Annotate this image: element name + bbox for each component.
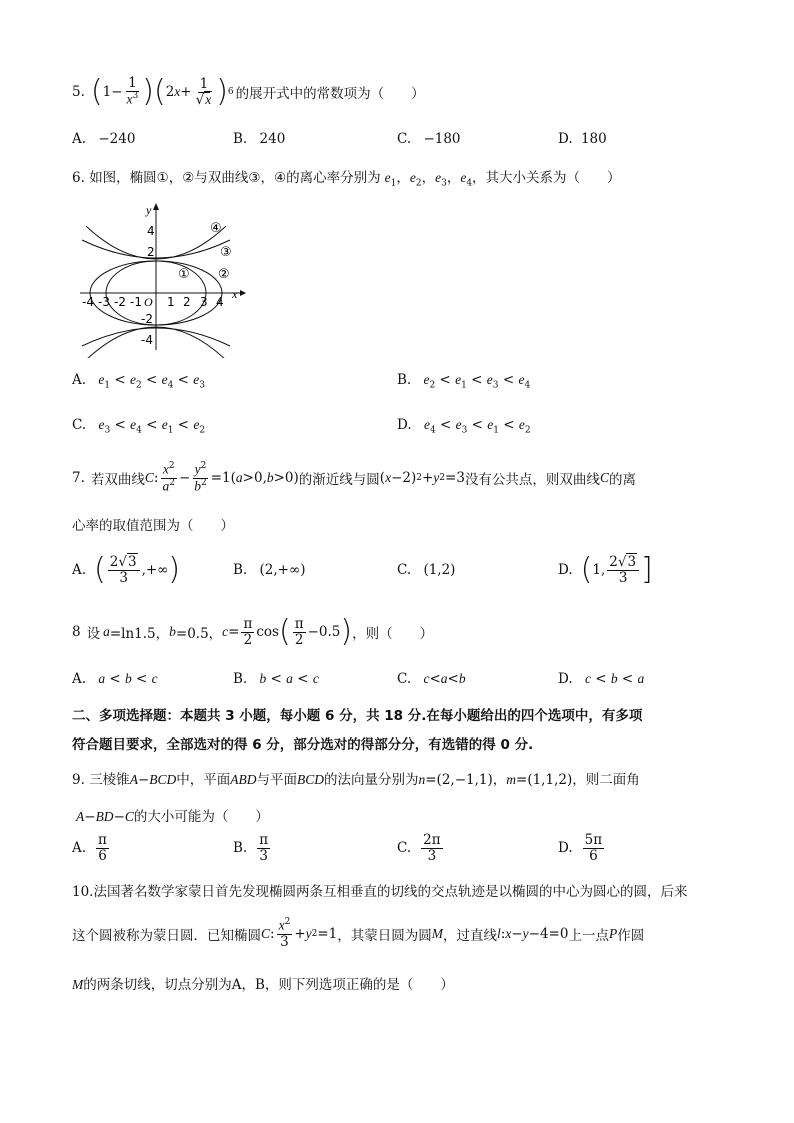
y-tick-label: 4 xyxy=(147,224,155,238)
q9-option-c: C. $\frac{2\pi}{3}$ xyxy=(397,832,441,864)
x-tick-label: 1 xyxy=(167,295,175,309)
q9-option-d: D. $\frac{5\pi}{6}$ xyxy=(558,832,603,864)
q6-stem: 6. 如图，椭圆①，②与双曲线③，④的离心率分别为 $e_1$，$e_2$，$e_3$，$e_4$，其大小关系为（ ） xyxy=(72,170,621,189)
q7-stem-line2: 心率的取值范围为（ ） xyxy=(72,518,234,534)
x-tick-label: -4 xyxy=(82,295,94,309)
q5-stem: 5. ( 1− $\frac{1}{x^3}$ ) ( 2x+ $\frac{1}{√x}$ ) 6 的展开式中的常数项为（ ） xyxy=(72,74,425,109)
q6-figure xyxy=(70,198,250,358)
q5-option-c: C. −180 xyxy=(397,131,461,147)
q8-option-a: A. a < b < c xyxy=(72,671,158,687)
q9-stem-line1: 9. 三棱锥A−BCD中，平面ABD与平面BCD的法向量分别为n=(2,−1,1)，m=(1,1,2)，则二面角 xyxy=(72,772,640,788)
q5-option-b: B. 240 xyxy=(233,131,286,147)
q7-option-a: A. ( $\frac{2√3}{3}$ ,+∞ ) xyxy=(72,552,181,587)
q5-frac-2: $\frac{1}{√x}$ xyxy=(195,75,212,108)
q8-option-d: D. c < b < a xyxy=(558,671,645,687)
origin-label: O xyxy=(144,295,153,309)
q8-stem: 8 设 a =ln1.5， b =0.5， c = $\frac{\pi}{2}$ cos ( $\frac{\pi}{2}$ −0.5 ) ，则（ ） xyxy=(72,614,434,649)
q5-frac-1: $\frac{1}{x^3}$ xyxy=(126,75,139,107)
q10-stem-line3: M的两条切线，切点分别为A，B，则下列选项正确的是（ ） xyxy=(72,977,454,993)
y-tick-label: -2 xyxy=(141,312,153,326)
q5-number: 5. xyxy=(72,84,85,100)
q5-option-d: D. 180 xyxy=(558,131,607,147)
q6-option-b: B. $e_2 < e_1 < e_3 < e_4$ xyxy=(397,372,531,391)
curve-label-1: ① xyxy=(178,267,190,282)
q6-option-c: C. $e_3 < e_4 < e_1 < e_2$ xyxy=(72,417,206,436)
q10-stem-line1: 10.法国著名数学家蒙日首先发现椭圆两条互相垂直的切线的交点轨迹是以椭圆的中心为圆心的圆，后来 xyxy=(72,884,688,900)
q5-tail: 的展开式中的常数项为（ ） xyxy=(235,86,425,102)
q8-option-b: B. b < a < c xyxy=(233,671,319,687)
q7-option-b: B. (2,+∞) xyxy=(233,562,306,578)
x-tick-label: 4 xyxy=(216,295,224,309)
y-tick-label: -4 xyxy=(141,333,153,347)
x-axis-label: x xyxy=(232,287,238,301)
q7-stem-line1: 7. 若双曲线 C : $\frac{x^2}{a^2}$ − $\frac{y^2}{b^2}$ =1( a >0, b >0) 的渐近线与圆 ( x −2) 2 + y 2 =3 没有公共点，则双曲线 C 的离 xyxy=(72,461,636,493)
q9-stem-line2: A−BD−C的大小可能为（ ） xyxy=(76,809,269,825)
x-axis-arrow xyxy=(240,290,246,296)
q10-stem-line2: 这个圆被称为蒙日圆．已知椭圆 C : $\frac{x^2}{3}$ + y 2 =1 ，其蒙日圆为圆 M ，过直线 l : x − y −4=0 上一点 P 作圆 xyxy=(72,917,645,950)
curve-label-4: ④ xyxy=(210,221,222,236)
q9-option-a: A. $\frac{\pi}{6}$ xyxy=(72,832,107,864)
q6-option-a: A. $e_1 < e_2 < e_4 < e_3$ xyxy=(72,372,205,391)
x-tick-label: -3 xyxy=(98,295,110,309)
y-tick-label: 2 xyxy=(147,245,155,259)
section2-heading-line2: 符合题目要求，全部选对的得 6 分，部分选对的得部分分，有选错的得 0 分. xyxy=(72,737,534,753)
y-axis-arrow xyxy=(153,203,159,210)
q9-option-b: B. $\frac{\pi}{3}$ xyxy=(233,832,269,864)
q8-option-c: C. c<a<b xyxy=(397,671,466,687)
y-axis-label: y xyxy=(146,203,152,217)
curve-label-2: ② xyxy=(218,267,230,282)
x-tick-label: -1 xyxy=(130,295,142,309)
x-tick-label: -2 xyxy=(114,295,126,309)
curve-label-3: ③ xyxy=(220,245,232,260)
q5-option-a: A. −240 xyxy=(72,131,136,147)
q6-option-d: D. $e_4 < e_3 < e_1 < e_2$ xyxy=(397,417,531,436)
x-tick-label: 3 xyxy=(200,295,208,309)
q7-option-d: D. ( 1, $\frac{2√3}{3}$ ] xyxy=(558,552,653,587)
q7-option-c: C. (1,2) xyxy=(397,562,456,578)
section2-heading-line1: 二、多项选择题：本题共 3 小题，每小题 6 分，共 18 分.在每小题给出的四个选项中，有多项 xyxy=(72,708,643,724)
x-tick-label: 2 xyxy=(183,295,191,309)
